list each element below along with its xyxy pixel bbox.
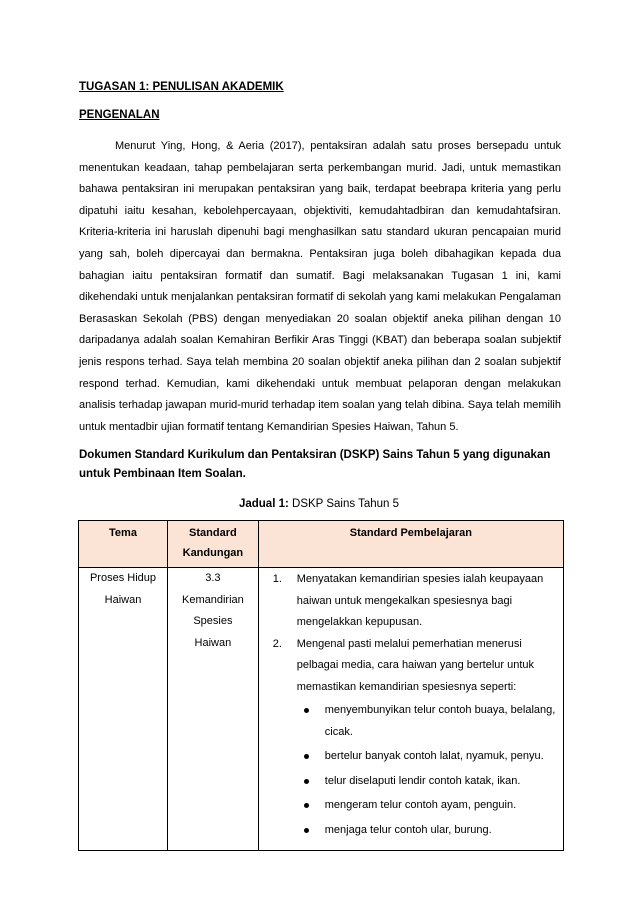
bullet-list xyxy=(297,700,557,841)
tema-text: Proses Hidup Haiwan xyxy=(89,572,157,606)
bullet-icon xyxy=(304,828,309,833)
bullet-text: bertelur banyak contoh lalat, nyamuk, penyu. xyxy=(324,750,544,762)
table-caption-text: DSKP Sains Tahun 5 xyxy=(288,498,400,510)
dskp-table xyxy=(78,520,564,851)
table-caption xyxy=(0,498,638,510)
intro-paragraph: Menurut Ying, Hong, & Aeria (2017), pentaksiran adalah satu proses bersepadu untuk menentukan keadaan, tahap pembelajaran serta perkembangan murid. Jadi, untuk memastikan bahawa pentaksiran ini merupakan pentaksiran yang baik, terdapat beebrapa kriteria yang perlu dipatuhi iaitu kesahan, kebolehpercayaan, objektiviti, kemudahtadbiran dan kemudahtafsiran. Kriteria-kriteria ini haruslah dipenuhi bagi menghasilkan satu standard ukuran pencapaian murid yang sah, boleh dipercayai dan bermakna. Pentaksiran juga boleh dibahagikan kepada dua bahagian iaitu pentaksiran formatif dan sumatif. Bagi melaksanakan Tugasan 1 ini, kami dikehendaki untuk menjalankan pentaksiran formatif di sekolah yang kami melakukan Pengalaman Berasaskan Sekolah (PBS) dengan menyediakan 20 soalan objektif aneka pilihan dengan 10 daripadanya adalah soalan Kemahiran Berfikir Aras Tinggi (KBAT) dan beberapa soalan subjektif jenis respons terhad. Saya telah membina 20 soalan objektif aneka pilihan dan 2 soalan subjektif respond terhad. Kemudian, kami dikehendaki untuk membuat pelaporan dengan melakukan analisis terhadap jawapan murid-murid terhadap item soalan yang telah dibina. Saya telah memilih untuk mentadbir ujian formatif tentang Kemandirian Spesies Haiwan, Tahun 5. xyxy=(79,140,561,433)
bullet-icon xyxy=(304,779,309,784)
header-standard-kandungan: Standard Kandungan xyxy=(168,521,259,568)
table-caption-label: Jadual 1: xyxy=(238,498,289,510)
standard-pembelajaran-list xyxy=(259,568,563,850)
item-number: 1. xyxy=(272,573,282,585)
item-number: 2. xyxy=(272,637,282,650)
bullet-icon xyxy=(304,754,309,759)
standard-kandungan-text: Kemandirian Spesies Haiwan xyxy=(182,593,244,649)
bullet-icon xyxy=(304,708,309,713)
bullet-icon xyxy=(304,803,309,808)
header-tema: Tema xyxy=(79,521,168,568)
list-item xyxy=(259,569,563,634)
section-heading: PENGENALAN xyxy=(79,109,160,121)
cell-tema xyxy=(79,568,168,851)
document-title: TUGASAN 1: PENULISAN AKADEMIK xyxy=(79,81,284,93)
cell-standard-kandungan xyxy=(168,568,259,851)
bullet-text: telur diselaputi lendir contoh katak, ikan. xyxy=(324,774,521,787)
bullet-item xyxy=(297,820,557,842)
bullet-item xyxy=(297,795,557,817)
bullet-text: menjaga telur contoh ular, burung. xyxy=(324,823,492,836)
standard-kandungan-code: 3.3 xyxy=(205,572,221,584)
item-text: Menyatakan kemandirian spesies ialah keupayaan haiwan untuk mengekalkan spesiesnya bagi mengelakkan kepupusan. xyxy=(296,573,544,628)
table-header-row xyxy=(79,521,564,568)
cell-standard-pembelajaran xyxy=(258,568,563,851)
bullet-text: menyembunyikan telur contoh buaya, belalang, cicak. xyxy=(324,704,556,738)
bullet-text: mengeram telur contoh ayam, penguin. xyxy=(324,799,517,811)
bullet-item xyxy=(297,771,557,793)
bullet-item xyxy=(297,700,557,743)
bullet-item xyxy=(297,746,557,768)
item-text: Mengenal pasti melalui pemerhatian menerusi pelbagai media, cara haiwan yang bertelur untuk memastikan kemandirian spesiesnya seperti: xyxy=(296,637,535,693)
list-item xyxy=(259,634,563,842)
header-standard-pembelajaran: Standard Pembelajaran xyxy=(258,521,563,568)
table-row xyxy=(79,568,564,851)
dskp-heading: Dokumen Standard Kurikulum dan Pentaksiran (DSKP) Sains Tahun 5 yang digunakan untuk Pembinaan Item Soalan. xyxy=(79,449,551,480)
